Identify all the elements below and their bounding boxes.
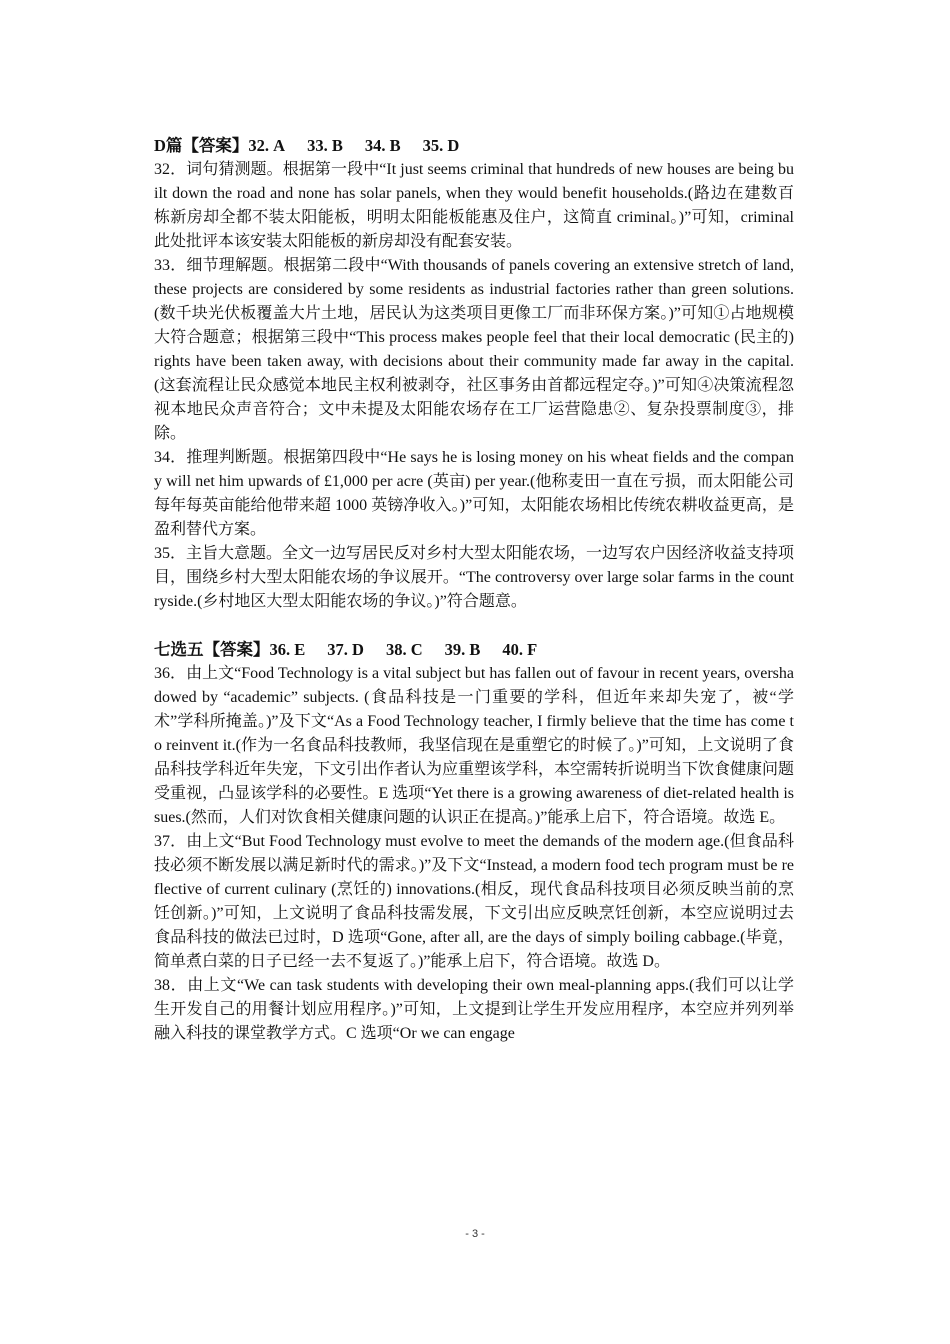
explanation-36: 36．由上文“Food Technology is a vital subject but has fallen out of favour in recent years, overshadowed by “academic” subjects. (食品科技是一门重要的学科，但近年来却失宠了，被“学术”学科所掩盖。)”及下文“As a Food Technology teacher, I firmly believe that the time has come to reinvent it.(作为一名食品科技教师，我坚信现在是重塑它的时候了。)”可知，上文说明了食品科技学科近年失宠，下文引出作者认为应重塑该学科，本空需转折说明当下饮食健康问题受重视，凸显该学科的必要性。E 选项“Yet there is a growing awareness of diet-related health issues.(然而，人们对饮食相关健康问题的认识正在提高。)”能承上启下，符合语境。故选 E。	[154, 665, 795, 826]
explanation-37: 37．由上文“But Food Technology must evolve to meet the demands of the modern age.(但食品科技必须不断发展以满足新时代的需求。)”及下文“Instead, a modern food tech program must be reflective of current culinary (烹饪的) innovations.(相反，现代食品科技项目必须反映当前的烹饪创新。)”可知，上文说明了食品科技需发展，下文引出应反映烹饪创新，本空应说明过去食品科技的做法已过时，D 选项“Gone, after all, are the days of simply boiling cabbage.(毕竟，简单煮白菜的日子已经一去不复返了。)”能承上启下，符合语境。故选 D。	[154, 833, 794, 970]
explanation-38: 38．由上文“We can task students with developing their own meal-planning apps.(我们可以让学生开发自己的用餐计划应用程序。)”可知，上文提到让学生开发应用程序，本空应并列列举融入科技的课堂教学方式。C 选项“Or we can engage	[154, 977, 794, 1042]
explanation-32: 32．词句猜测题。根据第一段中“It just seems criminal that hundreds of new houses are being built down the road and none has solar panels, when they would benefit households.(路边在建数百栋新房却全都不装太阳能板，明明太阳能板能惠及住户，这简直 criminal。)”可知，criminal 此处批评本该安装太阳能板的新房却没有配套安装。	[154, 161, 794, 250]
answer-38: 38. C	[385, 640, 423, 659]
explanation-34: 34．推理判断题。根据第四段中“He says he is losing money on his wheat fields and the company will net him upwards of £1,000 per acre (英亩) per year.(他称麦田一直在亏损，而太阳能公司每年每英亩能给他带来超 1000 英镑净收入。)”可知，太阳能农场相比传统农耕收益更高，是盈利替代方案。	[154, 449, 794, 538]
section-seven-choose-five	[154, 638, 794, 1046]
answer-37: 37. D	[327, 640, 364, 659]
answer-32: 32. A	[248, 136, 286, 155]
section-title: D篇【答案】	[154, 136, 249, 155]
answer-33: 33. B	[307, 136, 343, 155]
answer-34: 34. B	[364, 136, 401, 155]
answer-39: 39. B	[444, 640, 481, 659]
section-heading	[154, 638, 794, 662]
section-heading	[154, 134, 794, 158]
answer-page	[154, 134, 794, 1046]
page-number: - 3 -	[465, 1228, 485, 1240]
explanation-35: 35．主旨大意题。全文一边写居民反对乡村大型太阳能农场，一边写农户因经济收益支持项目，围绕乡村大型太阳能农场的争议展开。“The controversy over large solar farms in the countryside.(乡村地区大型太阳能农场的争议。)”符合题意。	[154, 545, 795, 610]
section-spacer	[154, 614, 794, 638]
section-d	[154, 134, 794, 614]
section-title: 七选五【答案】	[154, 640, 270, 659]
answer-40: 40. F	[502, 640, 538, 659]
answer-36: 36. E	[269, 640, 306, 659]
answer-35: 35. D	[422, 136, 460, 155]
explanation-33: 33．细节理解题。根据第二段中“With thousands of panels covering an extensive stretch of land, these projects are considered by some residents as industrial factories rather than green solutions.(数千块光伏板覆盖大片土地，居民认为这类项目更像工厂而非环保方案。)”可知①占地规模大符合题意；根据第三段中“This process makes people feel that their local democratic (民主的) rights have been taken away, with decisions about their community made far away in the capital.(这套流程让民众感觉本地民主权利被剥夺，社区事务由首都远程定夺。)”可知④决策流程忽视本地民众声音符合；文中未提及太阳能农场存在工厂运营隐患②、复杂投票制度③，排除。	[154, 257, 794, 442]
